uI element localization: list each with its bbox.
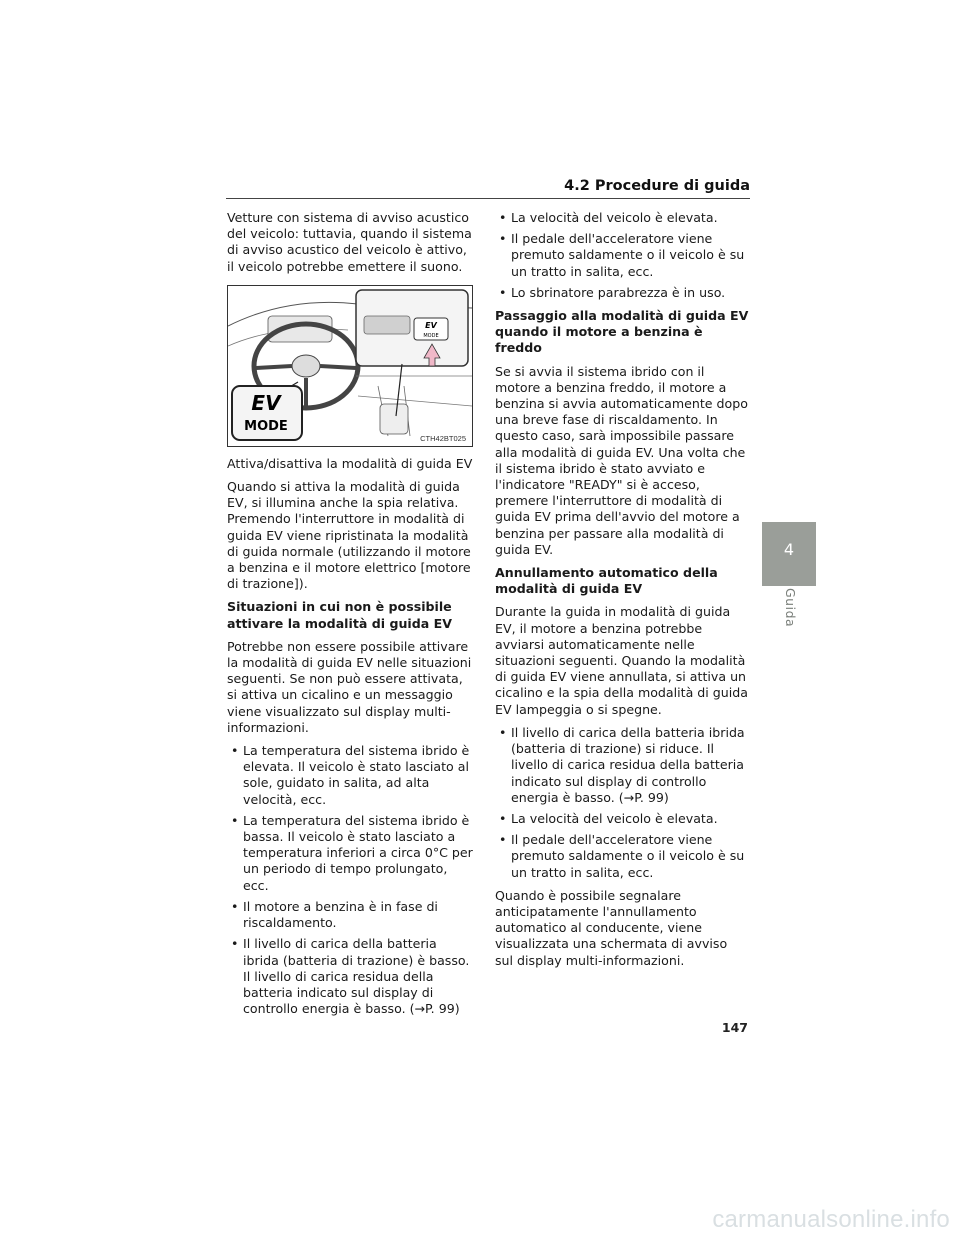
header-divider — [226, 198, 750, 199]
auto-cancel-list — [495, 725, 749, 881]
heading-auto-cancel: Annullamento automatico della modalità di guida EV — [495, 565, 718, 597]
ev-mode-figure — [227, 285, 473, 447]
list-item: • Il pedale dell'acceleratore viene premuto saldamente o il veicolo è su un tratto in salita, ecc. — [499, 231, 745, 279]
chapter-label: Guida — [783, 588, 798, 628]
figure-caption: Attiva/disattiva la modalità di guida EV — [227, 455, 473, 471]
chapter-number: 4 — [783, 540, 795, 559]
figure-code: CTH42BT025 — [420, 433, 466, 443]
list-item: • La temperatura del sistema ibrido è elevata. Il veicolo è stato lasciato al sole, guidato in salita, ad alta velocità, ecc. — [231, 743, 470, 807]
cannot-activate-paragraph: Potrebbe non essere possibile attivare la modalità di guida EV nelle situazioni seguenti. Se non può essere attivata, si attiva un cicalino e un messaggio viene visualizzato sul display multi-informazioni. — [227, 638, 472, 735]
callout-ev-text: EV — [251, 390, 281, 415]
watermark: carmanualsonline.info — [712, 1206, 950, 1233]
left-column — [227, 210, 473, 1024]
auto-cancel-paragraph: Durante la guida in modalità di guida EV, il motore a benzina potrebbe avviarsi automaticamente nelle situazioni seguenti. Quando la modalità di guida EV viene annullata, si attiva un cicalino e la spia della modalità di guida EV lampeggia o si spegne. — [495, 604, 748, 717]
dashboard-illustration — [228, 286, 472, 446]
list-item: • La velocità del veicolo è elevata. — [499, 810, 718, 826]
list-item: • Il livello di carica della batteria ibrida (batteria di trazione) è basso. Il livello di carica residua della batteria indicato sul display di controllo energia è basso. (→P. 99) — [231, 936, 470, 1017]
list-item: • Il livello di carica della batteria ibrida (batteria di trazione) si riduce. Il livello di carica residua della batteria indicato sul display di controllo energia è basso. (→P. 99) — [499, 724, 745, 805]
list-item: • Lo sbrinatore parabrezza è in uso. — [499, 284, 726, 300]
list-item: • La velocità del veicolo è elevata. — [499, 210, 718, 225]
heading-cold-engine: Passaggio alla modalità di guida EV quando il motore a benzina è freddo — [495, 308, 749, 356]
intro-paragraph: Vetture con sistema di avviso acustico del veicolo: tuttavia, quando il sistema di avviso acustico del veicolo è attivo, il veicolo potrebbe emettere il suono. — [227, 210, 472, 274]
right-column — [495, 210, 749, 976]
callout-mode-text: MODE — [244, 418, 288, 434]
inset-mode-text: MODE — [423, 332, 439, 339]
page-number: 147 — [721, 1020, 748, 1035]
warning-screen-paragraph: Quando è possibile segnalare anticipatamente l'annullamento automatico al conducente, viene visualizzata una schermata di avviso sul display multi-informazioni. — [495, 887, 728, 968]
list-item: • Il motore a benzina è in fase di riscaldamento. — [231, 898, 438, 931]
section-title: 4.2 Procedure di guida — [564, 178, 750, 194]
cold-engine-paragraph: Se si avvia il sistema ibrido con il motore a benzina freddo, il motore a benzina si avvia automaticamente dopo una breve fase di riscaldamento. In questo caso, sarà impossibile passare alla modalità di guida EV. Una volta che il sistema ibrido è stato avviato e l'indicatore "READY" si è acceso, premere l'interruttore di modalità di guida EV prima dell'avvio del motore a benzina per passare alla modalità di guida EV. — [495, 363, 748, 557]
inset-ev-text: EV — [425, 320, 437, 330]
ev-mode-paragraph: Quando si attiva la modalità di guida EV, si illumina anche la spia relativa. Premendo l'interruttore in modalità di guida EV viene ripristinata la modalità di guida normale (utilizzando il motore a benzina e il motore elettrico [motore di trazione]). — [227, 479, 471, 592]
list-item: • Il pedale dell'acceleratore viene premuto saldamente o il veicolo è su un tratto in salita, ecc. — [499, 832, 745, 880]
list-item: • La temperatura del sistema ibrido è bassa. Il veicolo è stato lasciato a temperatura inferiori a circa 0°C per un periodo di tempo prolungato, ecc. — [231, 812, 473, 893]
heading-cannot-activate: Situazioni in cui non è possibile attivare la modalità di guida EV — [227, 599, 452, 631]
cannot-activate-list — [227, 743, 473, 1017]
cannot-activate-list-continued — [495, 210, 749, 301]
